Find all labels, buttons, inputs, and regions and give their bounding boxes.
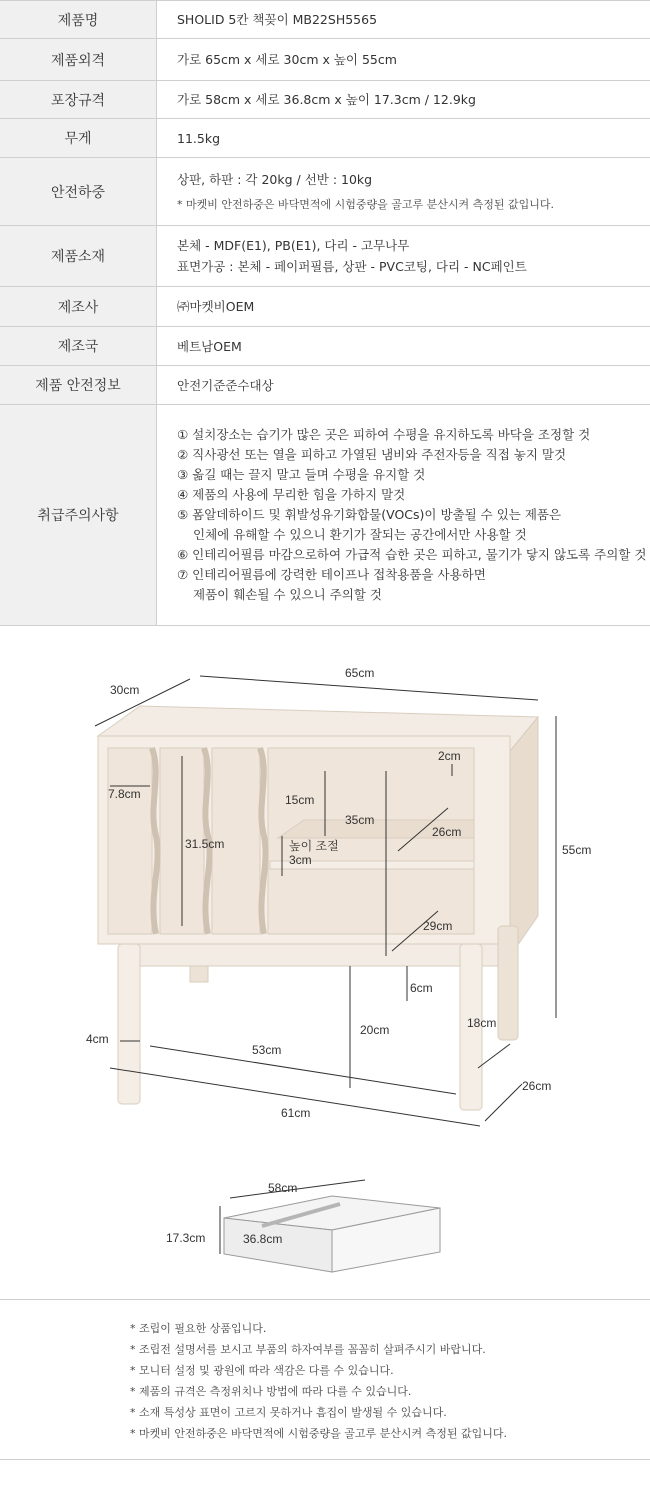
dim-label-apron: 6cm: [410, 981, 433, 995]
caution-item: ④ 제품의 사용에 무리한 힘을 가하지 말것: [177, 487, 406, 502]
dim-label-leg-depth-span: 18cm: [467, 1016, 497, 1030]
value-safe-load: [157, 158, 650, 225]
material-line-1: 본체 - MDF(E1), PB(E1), 다리 - 고무나무: [177, 238, 410, 253]
caution-item: ⑦ 인테리어필름에 강력한 테이프나 접착용품을 사용하면: [177, 567, 486, 582]
leg-front-left: [118, 944, 140, 1104]
note-item: * 마켓비 안전하중은 바닥면적에 시험중량을 골고루 분산시켜 측정된 값입니다.: [130, 1427, 507, 1440]
dim-label-slot-width: 7.8cm: [108, 787, 141, 801]
dim-label-height: 55cm: [562, 843, 592, 857]
value-country: 베트남OEM: [177, 338, 242, 354]
spec-table: [0, 0, 650, 626]
note-item: * 소재 특성상 표면이 고르지 못하거나 흠집이 발생될 수 있습니다.: [130, 1406, 447, 1419]
notes-list: [130, 1318, 507, 1444]
value-caution: [157, 405, 650, 625]
row-safe-load: [0, 158, 650, 226]
label-country: 제조국: [0, 327, 157, 365]
row-package-size: [0, 81, 650, 119]
note-item: * 모니터 설정 및 광원에 따라 색감은 다를 수 있습니다.: [130, 1364, 394, 1377]
material-line-2: 표면가공 : 본체 - 페이퍼필름, 상판 - PVC코팅, 다리 - NC페인트: [177, 259, 527, 274]
dim-label-inner-depth: 29cm: [423, 919, 453, 933]
dim-label-bottom-depth: 26cm: [522, 1079, 552, 1093]
box-label-height: 17.3cm: [166, 1231, 206, 1245]
dimension-diagram: [0, 626, 650, 1300]
dim-label-shelf-depth: 26cm: [432, 825, 462, 839]
box-label-depth: 36.8cm: [243, 1232, 283, 1246]
value-material: [157, 226, 650, 286]
notes-section: [0, 1300, 650, 1460]
dim-label-upper-height: 15cm: [285, 793, 315, 807]
label-outer-size: 제품외격: [0, 39, 157, 80]
dim-label-big-height: 35cm: [345, 813, 375, 827]
box-width-dim: [230, 1180, 365, 1198]
note-item: * 조립이 필요한 상품입니다.: [130, 1322, 267, 1335]
caution-item: ⑤ 폼알데하이드 및 휘발성유기화합물(VOCs)이 방출될 수 있는 제품은: [177, 507, 562, 522]
row-safety-info: [0, 366, 650, 405]
box-label-width: 58cm: [268, 1181, 298, 1195]
row-weight: [0, 119, 650, 158]
caution-item: ① 설치장소는 습기가 많은 곳은 피하여 수평을 유지하도록 바닥을 조정할 것: [177, 427, 591, 442]
dim-label-top-thickness: 2cm: [438, 749, 461, 763]
dim-leg-depth-span: [478, 1044, 510, 1068]
safe-load-note: * 마켓비 안전하중은 바닥면적에 시험중량을 골고루 분산시켜 측정된 값입니다.: [177, 197, 554, 211]
caution-item: ③ 옮길 때는 끌지 말고 들며 수평을 유지할 것: [177, 467, 426, 482]
value-maker: ㈜마켓비OEM: [177, 299, 255, 314]
note-item: * 제품의 규격은 측정위치나 방법에 따라 다를 수 있습니다.: [130, 1385, 412, 1398]
safe-load-text: 상판, 하판 : 각 20kg / 선반 : 10kg: [177, 171, 373, 187]
label-package-size: 포장규격: [0, 81, 157, 118]
dim-label-width: 65cm: [345, 666, 375, 680]
value-package-size: 가로 58cm x 세로 36.8cm x 높이 17.3cm / 12.9kg: [177, 92, 476, 107]
label-safe-load: 안전하중: [0, 158, 157, 225]
label-material: 제품소재: [0, 226, 157, 286]
dim-label-slot-height: 31.5cm: [185, 837, 225, 851]
caution-item-continuation: 인체에 유해할 수 있으니 환기가 잘되는 공간에서만 사용할 것: [193, 527, 527, 542]
value-product-name: SHOLID 5칸 책꽂이 MB22SH5565: [177, 12, 378, 27]
compartment-1: [108, 748, 152, 934]
dim-label-leg-width-span: 53cm: [252, 1043, 282, 1057]
dim-label-adjust-value: 3cm: [289, 853, 312, 867]
dim-label-adjust: 높이 조절: [289, 839, 339, 853]
leg-back-left: [190, 966, 208, 982]
label-caution: 취급주의사항: [0, 405, 157, 625]
row-material: [0, 226, 650, 287]
label-product-name: 제품명: [0, 1, 157, 38]
dim-label-bottom-width: 61cm: [281, 1106, 311, 1120]
caution-item-continuation: 제품이 훼손될 수 있으니 주의할 것: [193, 587, 382, 602]
dim-label-leg-height: 20cm: [360, 1023, 390, 1037]
caution-item: ⑥ 인테리어필름 마감으로하여 가급적 습한 곳은 피하고, 물기가 닿지 않도록 주의할 것: [177, 547, 647, 562]
leg-back-right: [498, 926, 518, 1040]
cabinet-right-side: [510, 717, 538, 956]
row-caution: [0, 405, 650, 626]
row-country: [0, 327, 650, 366]
label-weight: 무게: [0, 119, 157, 157]
label-maker: 제조사: [0, 287, 157, 326]
apron: [134, 944, 504, 966]
value-weight: 11.5kg: [177, 130, 221, 146]
note-item: * 조립전 설명서를 보시고 부품의 하자여부를 꼼꼼히 살펴주시기 바랍니다.: [130, 1343, 486, 1356]
furniture-drawing: [0, 626, 650, 1300]
dim-label-depth: 30cm: [110, 683, 140, 697]
row-outer-size: [0, 39, 650, 81]
value-outer-size: 가로 65cm x 세로 30cm x 높이 55cm: [177, 52, 397, 67]
caution-item: ② 직사광선 또는 열을 피하고 가열된 냄비와 주전자등을 직접 놓지 말것: [177, 447, 567, 462]
row-product-name: [0, 1, 650, 39]
dim-leg-width-span: [150, 1046, 456, 1094]
label-safety-info: 제품 안전정보: [0, 366, 157, 404]
dim-label-leg-diameter: 4cm: [86, 1032, 109, 1046]
value-safety-info: 안전기준준수대상: [177, 377, 274, 393]
dim-bottom-depth: [485, 1084, 522, 1121]
row-maker: [0, 287, 650, 327]
